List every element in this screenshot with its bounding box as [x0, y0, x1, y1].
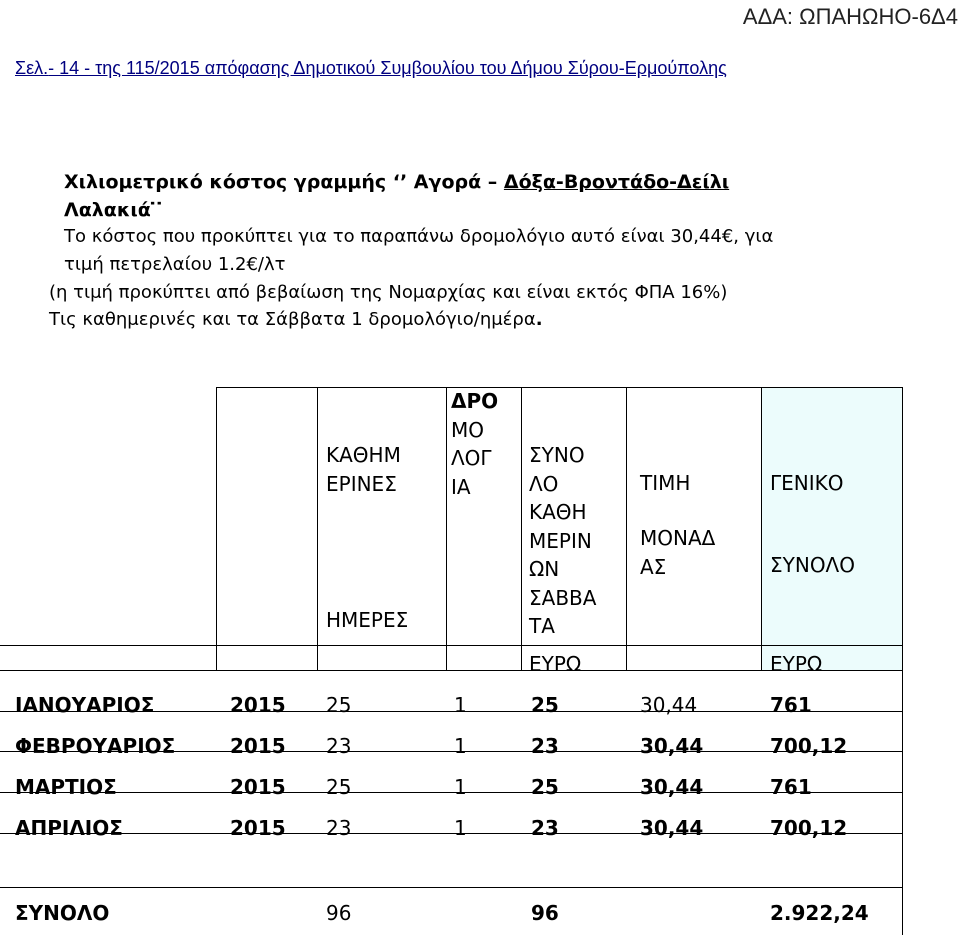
grid-line	[0, 645, 902, 646]
cell-year: 2015	[230, 816, 286, 840]
cell-price: 30,44	[640, 816, 704, 840]
grid-line	[521, 387, 522, 670]
cell-sum: 25	[531, 775, 559, 799]
ada-code: ΑΔΑ: ΩΠΑΗΩΗΟ-6Δ4	[742, 4, 958, 29]
cell-total: 700,12	[770, 816, 848, 840]
grid-line	[0, 887, 902, 888]
title-line-2: Λαλακιά ̇ ̇	[64, 199, 165, 221]
cell-days: 23	[326, 734, 352, 758]
cell-year: 2015	[230, 775, 286, 799]
header-total: ΓΕΝΙΚΟ	[770, 471, 844, 495]
cell-routes: 1	[454, 693, 467, 717]
header-sum-line: ΤΑ	[529, 614, 555, 638]
grid-line	[0, 792, 902, 793]
header-sum-line: ΛΟ	[529, 471, 559, 496]
total-column-highlight	[761, 387, 902, 670]
cell-days: 25	[326, 693, 352, 717]
header-days-line: ΚΑΘΗΜ	[326, 443, 401, 467]
header-days-line: ΕΡΙΝΕΣ	[326, 471, 397, 496]
cell-days: 25	[326, 775, 352, 799]
cell-month: ΜΑΡΤΙΟΣ	[15, 775, 117, 799]
total-sum: 96	[531, 901, 559, 925]
header-days-line: ΗΜΕΡΕΣ	[326, 608, 409, 632]
page-reference	[15, 58, 727, 79]
cost-table	[0, 387, 960, 935]
header-routes-line: ΜΟ	[451, 417, 484, 442]
fuel-line: τιμή πετρελαίου 1.2€/λτ	[64, 254, 286, 275]
header-sum-line: ΚΑΘΗ	[529, 500, 587, 524]
grid-line	[317, 387, 318, 670]
header-sum-line: ΣΑΒΒΑ	[529, 585, 597, 610]
grid-line	[902, 387, 903, 935]
title-part-2: Δόξα-Βροντάδο-Δείλι	[503, 171, 730, 193]
cell-month: ΦΕΒΡΟΥΑΡΙΟΣ	[15, 734, 176, 758]
cell-price: 30,44	[640, 693, 698, 717]
title-part-1: Χιλιομετρικό κόστος γραμμής ‘’ Αγορά –	[64, 171, 504, 193]
page-reference-text: - 14 - της 115/2015 απόφασης Δημοτικού Συμβουλίου του Δήμου Σύρου-Ερμούπολης	[48, 58, 727, 78]
header-routes	[451, 387, 498, 501]
cell-sum: 23	[531, 734, 559, 758]
cell-sum: 25	[531, 693, 559, 717]
header-days	[326, 441, 401, 498]
cell-routes: 1	[454, 816, 467, 840]
grid-line	[216, 387, 217, 670]
total-days: 96	[326, 901, 352, 925]
header-routes-line: ΔΡΟ	[451, 389, 499, 413]
cell-price: 30,44	[640, 775, 704, 799]
header-routes-line: ΙΑ	[451, 474, 471, 499]
cell-month: ΙΑΝΟΥΑΡΙΟΣ	[15, 693, 155, 717]
header-sum-line: ΩΝ	[529, 557, 560, 581]
grid-line	[626, 387, 627, 670]
cell-year: 2015	[230, 734, 286, 758]
grid-line	[0, 670, 902, 671]
header-price-unit	[640, 524, 715, 581]
grid-line	[446, 387, 447, 670]
cell-days: 23	[326, 816, 352, 840]
cell-sum: 23	[531, 816, 559, 840]
cell-month: ΑΠΡΙΛΙΟΣ	[15, 816, 123, 840]
cell-total: 700,12	[770, 734, 848, 758]
cell-routes: 1	[454, 734, 467, 758]
header-price: ΤΙΜΗ	[640, 471, 691, 495]
grid-line	[216, 387, 902, 388]
grand-total: 2.922,24	[770, 901, 869, 925]
page-reference-prefix: Σελ.	[15, 58, 49, 78]
header-sum-line: ΜΕΡΙΝ	[529, 528, 592, 553]
grid-line	[0, 833, 902, 834]
header-price-line: ΜΟΝΑΔ	[640, 526, 716, 550]
vat-line: (η τιμή προκύπτει από βεβαίωση της Νομαρχίας και είναι εκτός ΦΠΑ 16%)	[49, 282, 728, 303]
header-price-line: ΑΣ	[640, 554, 667, 579]
cell-price: 30,44	[640, 734, 704, 758]
total-label: ΣΥΝΟΛΟ	[15, 901, 110, 925]
header-sum	[529, 441, 596, 641]
header-routes-line: ΛΟΓ	[451, 446, 492, 470]
schedule-line	[49, 309, 543, 330]
cell-total: 761	[770, 693, 812, 717]
header-total-line-2: ΣΥΝΟΛΟ	[770, 553, 855, 577]
cost-line: Το κόστος που προκύπτει για το παραπάνω δρομολόγιο αυτό είναι 30,44€, για	[64, 226, 774, 247]
grid-line	[761, 387, 762, 670]
header-total-unit: ΕΥΡΩ	[770, 652, 823, 676]
cell-routes: 1	[454, 775, 467, 799]
document-title	[64, 171, 729, 193]
header-sum-unit: ΕΥΡΩ	[529, 652, 582, 676]
schedule-period: .	[535, 309, 543, 330]
cell-year: 2015	[230, 693, 286, 717]
schedule-text: Τις καθημερινές και τα Σάββατα 1 δρομολόγιο/ημέρα	[49, 309, 536, 330]
cell-total: 761	[770, 775, 812, 799]
header-sum-line: ΣΥΝΟ	[529, 443, 585, 467]
